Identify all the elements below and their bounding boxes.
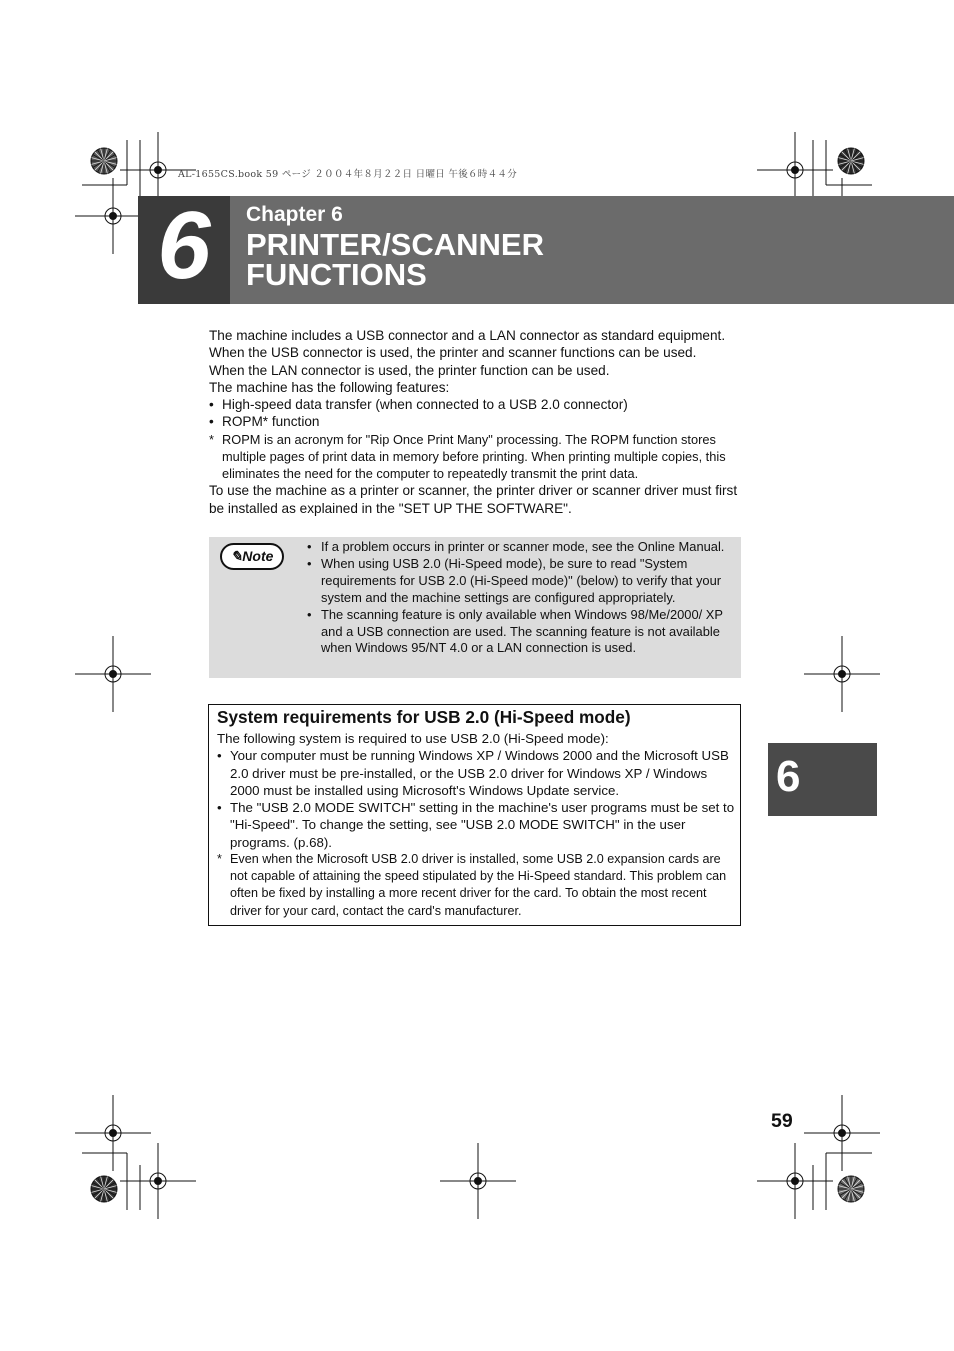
registration-mark-icon: [120, 1143, 196, 1219]
chapter-number: 6: [157, 192, 211, 299]
note-item: [307, 556, 735, 607]
bullet-mark: •: [307, 555, 312, 571]
chapter-label: Chapter 6: [246, 203, 343, 226]
intro-closing: To use the machine as a printer or scanner, the printer driver or scanner driver must first be installed as explained in the "SET UP THE SOFTWARE".: [209, 483, 738, 516]
feature-text: ROPM* function: [222, 414, 320, 430]
chapter-title-line-1: PRINTER/SCANNER: [246, 227, 544, 262]
chapter-title: [246, 227, 846, 292]
requirement-item: [217, 747, 737, 799]
system-requirements-body: [217, 730, 737, 920]
note-list: [307, 539, 735, 657]
sysreq-intro: The following system is required to use USB 2.0 (Hi-Speed mode):: [217, 731, 609, 746]
bullet-mark: •: [209, 397, 214, 413]
system-requirements-title: System requirements for USB 2.0 (Hi-Speed mode): [217, 707, 631, 727]
requirement-text: Your computer must be running Windows XP / Windows 2000 and the Microsoft USB 2.0 driver must be pre-installed, or the USB 2.0 driver for Windows XP / Windows 2000 must be installed using Microsoft's Windows Update service.: [230, 748, 729, 798]
footnote-text: ROPM is an acronym for "Rip Once Print Many" processing. The ROPM function stores multiple pages of print data in memory before printing. When printing multiple copies, this eliminates the need for the computer to repeatedly transmit the print data.: [222, 431, 726, 482]
requirement-text: The "USB 2.0 MODE SWITCH" setting in the machine's user programs must be set to "Hi-Speed". To change the setting, see "USB 2.0 MODE SWITCH" in the user programs. (p.68).: [230, 800, 735, 850]
requirement-item: [217, 799, 737, 851]
asterisk-mark: *: [209, 431, 214, 447]
feature-item: [209, 413, 749, 430]
intro-line: The machine has the following features:: [209, 379, 450, 395]
requirement-footnote: [217, 851, 737, 920]
note-text: When using USB 2.0 (Hi-Speed mode), be sure to read "System requirements for USB 2.0 (Hi-Speed mode)" (below) to verify that your system and the machine settings are configured appropriately.: [321, 555, 722, 605]
registration-mark-icon: [440, 1143, 516, 1219]
asterisk-mark: *: [217, 852, 222, 867]
print-metadata: AL-1655CS.book 59 ページ ２００４年８月２２日 日曜日 午後６時４４分: [178, 169, 517, 180]
note-badge-label: Note: [242, 548, 274, 564]
registration-mark-icon: [804, 1095, 880, 1171]
bullet-mark: •: [217, 800, 222, 816]
registration-mark-icon: [804, 636, 880, 712]
feature-item: [209, 396, 749, 413]
intro-line: When the USB connector is used, the printer and scanner functions can be used.: [209, 345, 697, 361]
registration-mark-icon: [75, 1095, 151, 1171]
feature-text: High-speed data transfer (when connected to a USB 2.0 connector): [222, 397, 628, 413]
bullet-mark: •: [307, 539, 312, 554]
bullet-mark: •: [307, 606, 312, 622]
note-item: [307, 539, 735, 556]
chapter-title-line-2: FUNCTIONS: [246, 257, 427, 292]
intro-line: When the LAN connector is used, the printer function can be used.: [209, 362, 610, 378]
color-bar-icon: [91, 1176, 117, 1202]
note-text: If a problem occurs in printer or scanner mode, see the Online Manual.: [321, 539, 725, 554]
registration-mark-icon: [75, 636, 151, 712]
footnote-text: Even when the Microsoft USB 2.0 driver is installed, some USB 2.0 expansion cards are not capable of attaining the speed stipulated by the Hi-Speed standard. This problem can often be fixed by installing a more recent driver for the card. To obtain the most recent driver for your card, contact the card's manufacturer.: [230, 852, 727, 918]
side-tab-number: 6: [776, 752, 801, 801]
color-bar-icon: [838, 148, 864, 174]
bullet-mark: •: [217, 748, 222, 764]
color-bar-icon: [91, 148, 117, 174]
note-item: [307, 607, 735, 658]
intro-line: The machine includes a USB connector and a LAN connector as standard equipment.: [209, 328, 726, 343]
note-text: The scanning feature is only available when Windows 98/Me/2000/ XP and a USB connection are used. The scanning feature is not available when Windows 95/NT 4.0 or a LAN connection is used.: [321, 606, 723, 656]
page-number: 59: [771, 1110, 793, 1132]
pencil-icon: ✎: [230, 548, 243, 564]
note-badge: [220, 543, 284, 570]
bullet-mark: •: [209, 414, 214, 430]
color-bar-icon: [838, 1176, 864, 1202]
registration-mark-icon: [757, 1143, 833, 1219]
intro-section: [209, 327, 749, 517]
ropm-footnote: [209, 431, 749, 483]
